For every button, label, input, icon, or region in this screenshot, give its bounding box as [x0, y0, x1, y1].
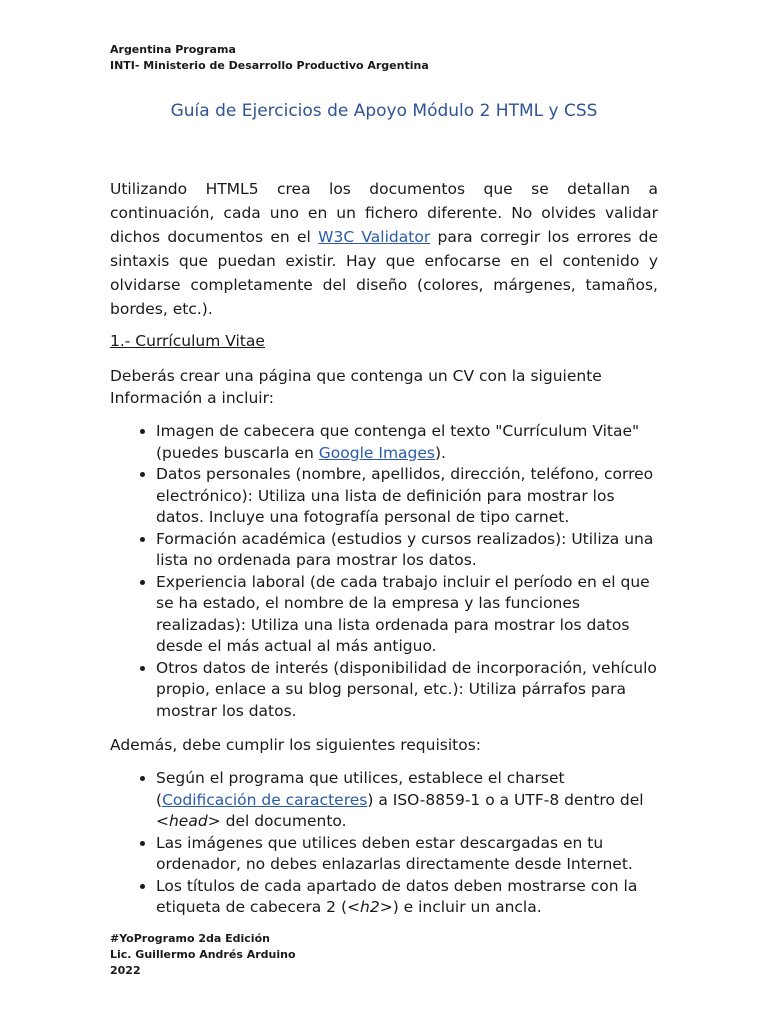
- page-footer: [110, 931, 296, 979]
- item-text: del documento.: [220, 812, 347, 830]
- header-line-2: INTI- Ministerio de Desarrollo Productivo Argentina: [110, 59, 429, 72]
- item-text: Imagen de cabecera que contenga el texto "Currículum Vitae" (puedes buscarla en: [156, 422, 640, 462]
- footer-line-2: Lic. Guillermo Andrés Arduino: [110, 948, 296, 961]
- cv-content-list: [110, 421, 658, 722]
- requirements-intro: Además, debe cumplir los siguientes requisitos:: [110, 736, 482, 754]
- list-item: [156, 421, 658, 464]
- header-line-1: Argentina Programa: [110, 43, 236, 56]
- item-text: ) e incluir un ancla.: [392, 898, 542, 916]
- document-body: [110, 177, 658, 931]
- intro-text-2: crea los documentos que se detallan a continuación, cada uno en un fichero diferente. No olvides validar dichos documentos en el: [110, 180, 658, 246]
- requirements-list: [110, 768, 658, 919]
- head-tag-text: <head>: [156, 812, 221, 830]
- section-heading-cv: 1.- Currículum Vitae: [110, 332, 265, 350]
- footer-line-3: 2022: [110, 964, 141, 977]
- intro-text-1: Utilizando: [110, 180, 206, 198]
- cv-description: Deberás crear una página que contenga un CV con la siguiente Información a incluir:: [110, 367, 602, 407]
- document-title: Guía de Ejercicios de Apoyo Módulo 2 HTML y CSS: [170, 101, 598, 121]
- w3c-validator-link[interactable]: W3C Validator: [318, 228, 431, 246]
- intro-paragraph: [110, 177, 658, 321]
- character-encoding-link[interactable]: Codificación de caracteres: [162, 790, 368, 809]
- list-item: • Formación académica (estudios y cursos realizados): Utiliza una lista no ordenada para mostrar los datos.: [156, 529, 658, 572]
- h2-tag-text: <h2>: [347, 898, 393, 916]
- list-item: • Otros datos de interés (disponibilidad de incorporación, vehículo propio, enlace a su blog personal, etc.): Utiliza párrafos para mostrar los datos.: [156, 658, 658, 723]
- list-item: • Datos personales (nombre, apellidos, dirección, teléfono, correo electrónico): Utiliza una lista de definición para mostrar los datos. Incluye una fotografía personal de tipo carnet.: [156, 464, 658, 529]
- intro-html5: HTML5: [205, 180, 259, 198]
- google-images-link[interactable]: Google Images: [318, 443, 435, 462]
- footer-line-1: #YoProgramo 2da Edición: [110, 932, 270, 945]
- item-text: Los títulos de cada apartado de datos deben mostrarse con la etiqueta de cabecera 2 (: [156, 876, 638, 916]
- list-item: [156, 768, 658, 833]
- item-text: ) a ISO-8859-1 o a UTF-8 dentro del: [367, 790, 644, 809]
- list-item: • Experiencia laboral (de cada trabajo incluir el período en el que se ha estado, el nombre de la empresa y las funciones realizadas): Utiliza una lista ordenada para mostrar los datos desde el más actual al más antiguo.: [156, 572, 658, 658]
- list-item: [156, 876, 658, 919]
- intro-text-3: para corregir los errores de sintaxis que puedan existir. Hay que enfocarse en el contenido y olvidarse completamente del diseño (colores, márgenes, tamaños, bordes, etc.).: [110, 228, 659, 318]
- page-header: [110, 42, 429, 74]
- item-text: ).: [435, 443, 446, 462]
- list-item: • Las imágenes que utilices deben estar descargadas en tu ordenador, no debes enlazarlas directamente desde Internet.: [156, 833, 658, 876]
- item-text: Según el programa que utilices, establece el charset (: [156, 769, 565, 809]
